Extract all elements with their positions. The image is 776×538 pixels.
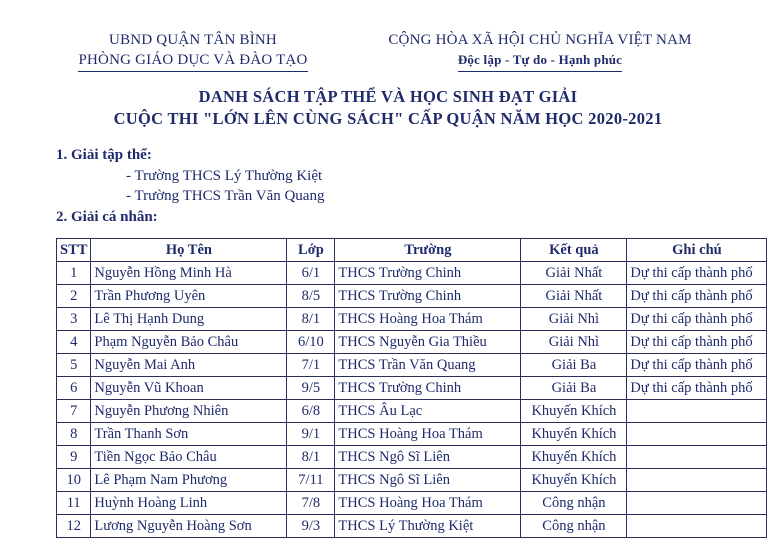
cell-stt: 6: [57, 377, 91, 400]
cell-note: Dự thi cấp thành phố: [627, 308, 767, 331]
title-line-2: CUỘC THI "LỚN LÊN CÙNG SÁCH" CẤP QUẬN NĂM HỌC 2020-2021: [113, 109, 663, 128]
cell-note: [627, 469, 767, 492]
cell-class: 7/1: [287, 354, 335, 377]
cell-school: THCS Trần Văn Quang: [335, 354, 521, 377]
cell-note: Dự thi cấp thành phố: [627, 377, 767, 400]
cell-note: [627, 423, 767, 446]
table-row: [57, 354, 767, 377]
header-note: Ghi chú: [627, 239, 767, 262]
cell-stt: 1: [57, 262, 91, 285]
national-name: CỘNG HÒA XÃ HỘI CHỦ NGHĨA VIỆT NAM: [388, 32, 692, 48]
table-header-row: [57, 239, 767, 262]
cell-class: 9/5: [287, 377, 335, 400]
cell-note: Dự thi cấp thành phố: [627, 285, 767, 308]
cell-stt: 10: [57, 469, 91, 492]
cell-class: 6/1: [287, 262, 335, 285]
national-heading-block: [360, 30, 720, 72]
document-header: [0, 30, 776, 72]
cell-name: Nguyễn Mai Anh: [91, 354, 287, 377]
cell-stt: 4: [57, 331, 91, 354]
cell-name: Nguyễn Vũ Khoan: [91, 377, 287, 400]
header-school: Trường: [335, 239, 521, 262]
cell-school: THCS Ngô Sĩ Liên: [335, 469, 521, 492]
cell-note: [627, 492, 767, 515]
cell-class: 6/10: [287, 331, 335, 354]
cell-note: Dự thi cấp thành phố: [627, 262, 767, 285]
collective-item: - Trường THCS Trần Văn Quang: [126, 188, 325, 204]
table-row: [57, 446, 767, 469]
cell-school: THCS Trường Chinh: [335, 285, 521, 308]
issuer-department: [58, 50, 328, 72]
cell-name: Phạm Nguyễn Bảo Châu: [91, 331, 287, 354]
cell-name: Nguyễn Phương Nhiên: [91, 400, 287, 423]
table-row: [57, 262, 767, 285]
header-result: Kết quả: [521, 239, 627, 262]
issuer-block: [58, 30, 328, 72]
cell-school: THCS Âu Lạc: [335, 400, 521, 423]
cell-result: Giải Ba: [521, 354, 627, 377]
cell-stt: 3: [57, 308, 91, 331]
cell-class: 9/3: [287, 515, 335, 538]
issuer-department-text: PHÒNG GIÁO DỤC VÀ ĐÀO TẠO: [78, 50, 307, 72]
cell-name: Lê Phạm Nam Phương: [91, 469, 287, 492]
cell-result: Khuyến Khích: [521, 400, 627, 423]
cell-school: THCS Nguyễn Gia Thiều: [335, 331, 521, 354]
cell-result: Giải Nhất: [521, 262, 627, 285]
cell-school: THCS Hoàng Hoa Thám: [335, 308, 521, 331]
cell-result: Giải Nhì: [521, 331, 627, 354]
cell-result: Công nhận: [521, 492, 627, 515]
cell-result: Giải Ba: [521, 377, 627, 400]
cell-note: [627, 400, 767, 423]
cell-name: Trần Phương Uyên: [91, 285, 287, 308]
header-class: Lớp: [287, 239, 335, 262]
table-row: [57, 423, 767, 446]
cell-class: 7/8: [287, 492, 335, 515]
table-row: [57, 492, 767, 515]
cell-stt: 2: [57, 285, 91, 308]
cell-result: Công nhận: [521, 515, 627, 538]
cell-school: THCS Lý Thường Kiệt: [335, 515, 521, 538]
cell-note: Dự thi cấp thành phố: [627, 354, 767, 377]
cell-name: Trần Thanh Sơn: [91, 423, 287, 446]
cell-name: Huỳnh Hoàng Linh: [91, 492, 287, 515]
cell-note: Dự thi cấp thành phố: [627, 331, 767, 354]
cell-school: THCS Ngô Sĩ Liên: [335, 446, 521, 469]
cell-name: Nguyễn Hồng Minh Hà: [91, 262, 287, 285]
cell-result: Khuyến Khích: [521, 423, 627, 446]
document-title: [0, 86, 776, 130]
cell-class: 6/8: [287, 400, 335, 423]
cell-school: THCS Trường Chinh: [335, 377, 521, 400]
collective-item: - Trường THCS Lý Thường Kiệt: [126, 168, 323, 184]
cell-result: Khuyến Khích: [521, 446, 627, 469]
cell-stt: 9: [57, 446, 91, 469]
header-stt: STT: [57, 239, 91, 262]
table-row: [57, 400, 767, 423]
table-row: [57, 308, 767, 331]
cell-stt: 8: [57, 423, 91, 446]
title-line-1: DANH SÁCH TẬP THỂ VÀ HỌC SINH ĐẠT GIẢI: [198, 87, 578, 106]
cell-stt: 11: [57, 492, 91, 515]
cell-note: [627, 446, 767, 469]
table-row: [57, 377, 767, 400]
cell-class: 7/11: [287, 469, 335, 492]
table-row: [57, 331, 767, 354]
cell-stt: 12: [57, 515, 91, 538]
cell-class: 9/1: [287, 423, 335, 446]
cell-note: [627, 515, 767, 538]
cell-name: Lương Nguyễn Hoàng Sơn: [91, 515, 287, 538]
cell-name: Lê Thị Hạnh Dung: [91, 308, 287, 331]
cell-class: 8/1: [287, 308, 335, 331]
national-motto: [360, 50, 720, 72]
cell-school: THCS Hoàng Hoa Thám: [335, 423, 521, 446]
cell-stt: 7: [57, 400, 91, 423]
header-name: Họ Tên: [91, 239, 287, 262]
cell-class: 8/5: [287, 285, 335, 308]
table-row: [57, 515, 767, 538]
section-collective-heading: 1. Giải tập thể:: [56, 147, 152, 163]
table-row: [57, 285, 767, 308]
cell-result: Giải Nhất: [521, 285, 627, 308]
cell-class: 8/1: [287, 446, 335, 469]
cell-name: Tiền Ngọc Bảo Châu: [91, 446, 287, 469]
cell-school: THCS Trường Chinh: [335, 262, 521, 285]
cell-school: THCS Hoàng Hoa Thám: [335, 492, 521, 515]
section-individual-heading: 2. Giải cá nhân:: [56, 209, 158, 225]
table-row: [57, 469, 767, 492]
cell-result: Giải Nhì: [521, 308, 627, 331]
results-table: [56, 238, 767, 538]
cell-result: Khuyến Khích: [521, 469, 627, 492]
national-motto-text: Độc lập - Tự do - Hạnh phúc: [458, 50, 622, 72]
cell-stt: 5: [57, 354, 91, 377]
issuer-district: UBND QUẬN TÂN BÌNH: [109, 32, 277, 48]
